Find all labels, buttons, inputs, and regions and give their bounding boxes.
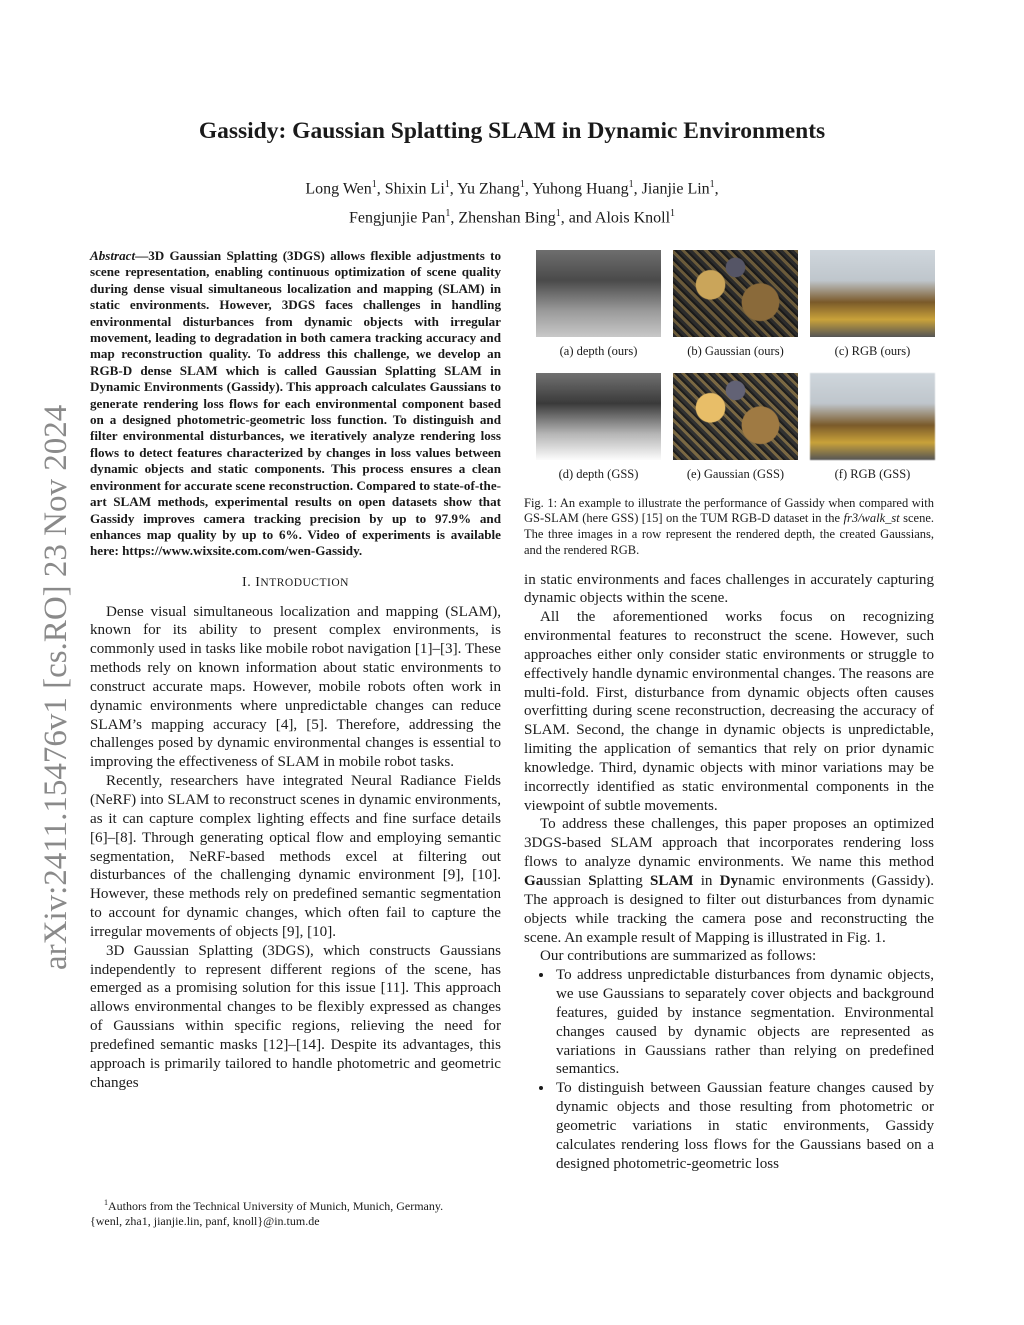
author-name: Shixin Li — [384, 180, 445, 198]
author-name: Yu Zhang — [457, 180, 520, 198]
body-paragraph-2: All the aforementioned works focus on recognizing environmental features to reconstruct the scene. However, such approaches either only consider static environments or struggle to effectively handle dynamic environmental changes. The reasons are multi-fold. First, disturbance from dynamic objects often causes overfitting during scene reconstruction, decreasing the accuracy of SLAM. Second, the change in dynamic objects is unpredictable, limiting the application of semantics that rely on prior dynamic knowledge. Third, dynamic objects with minor variations may be incorrectly identified as static environmental components in the viewpoint of subtle movements. — [524, 609, 934, 814]
abstract-text: 3D Gaussian Splatting (3DGS) allows flexible adjustments to scene representation, enabling continuous optimization of scene quality during dense visual simultaneous localization and mapping (SLAM) in static environments. However, 3DGS faces challenges in handling environmental disturbances from dynamic objects with irregular movement, leading to degradation in both camera tracking accuracy and map reconstruction quality. To address this challenge, we develop an RGB-D dense SLAM which is called Gaussian Splatting SLAM in Dynamic Environments (Gassidy). This approach calculates Gaussians to generate rendering loss flows for each environmental component based on a designed photometric-geometric loss function. To distinguish and filter environmental disturbances, we iteratively analyze rendering loss flows to detect features characterized by changes in loss values between dynamic objects and static components. This process ensures a clean environment for accurate scene reconstruction. Compared to state-of-the-art SLAM methods, experimental results on open datasets show that Gassidy improves camera tracking precision by up to 97.9% and enhances map quality by up to 6%. Video of experiments is available here: https://www.wixsite.com.com/wen-Gassidy. — [90, 248, 501, 559]
author-list — [150, 172, 874, 231]
affiliation-mark: 1 — [670, 208, 676, 220]
panel-caption: (f) RGB (GSS) — [834, 466, 911, 481]
body-paragraph-3 — [524, 815, 934, 947]
acronym-letters: S — [588, 873, 597, 889]
author-separator: , — [376, 180, 385, 198]
paragraph-text: ussian — [543, 873, 589, 889]
intro-paragraph-2: Recently, researchers have integrated Neural Radiance Fields (NeRF) into SLAM to reconstruct scenes in dynamic environments, as it can capture complex lighting effects and fine surface details [6]–[8]. Through generating optical flow and employing semantic segmentation, NeRF-based methods excel at filtering out disturbances of the challenging dynamic environment [9], [10]. However, these methods rely on predefined semantic segmentation to account for dynamic changes, which often fail to capture the irregular movements of objects [9], [10]. — [90, 773, 501, 940]
abstract-label: Abstract — [90, 248, 136, 263]
author-separator: , — [633, 180, 642, 198]
contribution-list — [524, 966, 934, 1173]
intro-paragraph-1: Dense visual simultaneous localization and mapping (SLAM), known for its ability to present complex environments, is commonly used in tasks like mobile robot navigation [1]–[3]. These methods rely on known information about static environments to construct accurate maps. However, mobile robots often work in dynamic environments where unpredictable changes can reduce SLAM’s mapping accuracy [4], [5]. Therefore, addressing the challenges posed by dynamic environmental changes is essential to improving the effectiveness of SLAM in mobile robot tasks. — [90, 603, 501, 771]
author-name: Jianjie Lin — [641, 180, 710, 198]
author-line-1 — [150, 172, 874, 201]
figure-caption-text-end: scene. The three images in a row represent the rendered depth, the created Gaussians, and the rendered RGB. — [524, 511, 935, 557]
panel-caption: (a) depth (ours) — [559, 344, 638, 358]
affiliation-mark: 1 — [371, 179, 377, 190]
gaussian-gss-image — [673, 373, 798, 460]
continuation-paragraph: in static environments and faces challenges in accurately capturing dynamic objects within the scene. — [524, 571, 934, 607]
panel-caption: (d) depth (GSS) — [558, 466, 639, 481]
affiliation-mark: 1 — [555, 208, 561, 220]
affiliation-mark: 1 — [444, 179, 450, 190]
author-name: Long Wen — [305, 180, 372, 198]
paragraph-text: platting — [596, 873, 650, 889]
author-name: Zhenshan Bing — [458, 209, 556, 227]
author-separator: , — [449, 180, 458, 198]
author-separator: , — [450, 209, 459, 227]
affiliation-mark: 1 — [628, 179, 634, 190]
author-name: Fengjunjie Pan — [348, 209, 446, 227]
acronym-letters: SLAM — [649, 873, 694, 889]
author-separator: , and — [560, 209, 595, 227]
author-separator: , — [714, 180, 719, 198]
affiliation-mark: 1 — [445, 208, 451, 220]
section-heading-introduction — [90, 574, 501, 593]
figure-panel — [810, 250, 935, 373]
arxiv-stamp — [34, 350, 74, 970]
footnote-emails: {wenl, zha1, jianjie.lin, panf, knoll}@in.tum.de — [90, 1213, 320, 1228]
paragraph-text: namic environments (Gassidy). The approach is designed to filter out disturbances from dynamic objects while tracking the camera pose and reconstructing the scene. An example result of Mapping is illustrated in Fig. 1. — [524, 873, 934, 946]
scene-name: fr3/walk_st — [843, 511, 900, 526]
figure-panel — [673, 250, 798, 373]
author-line-2 — [150, 201, 874, 230]
author-separator: , — [524, 180, 533, 198]
figure-caption-text: An example to illustrate the performance of Gassidy when compared with GS-SLAM (here GSS) [15] on the TUM RGB-D dataset in the — [524, 495, 934, 526]
figure-label: Fig. 1: — [524, 495, 558, 510]
footnote-affiliation: Authors from the Technical University of Munich, Munich, Germany. — [108, 1199, 444, 1213]
rgb-gss-image — [810, 373, 935, 460]
figure-panel — [536, 373, 661, 496]
body-paragraph-4: Our contributions are summarized as follows: — [540, 948, 817, 965]
affiliation-mark: 1 — [519, 179, 525, 190]
abstract-dash: — — [135, 248, 149, 263]
intro-paragraph-3: 3D Gaussian Splatting (3DGS), which constructs Gaussians independently to represent different regions of the scene, has emerged as a promising solution for this issue [11]. This approach allows environmental changes to be flexibly expressed as changes of Gaussians within specific regions, relieving the need for predefined semantic masks [12]–[14]. Despite its advantages, this approach is primarily tailored to handle photometric and geometric changes — [90, 942, 501, 1091]
section-numeral: I. — [242, 574, 252, 590]
author-name: Alois Knoll — [594, 209, 671, 227]
figure-panel — [810, 373, 935, 496]
right-column — [524, 250, 934, 1174]
author-name: Yuhong Huang — [532, 180, 629, 198]
gaussian-ours-image — [673, 250, 798, 337]
footnote-line-1 — [90, 1196, 501, 1214]
acronym-letters: Ga — [524, 873, 544, 889]
figure-caption — [524, 496, 934, 559]
paragraph-text: in — [693, 873, 720, 889]
section-title-first: I — [255, 574, 261, 590]
list-item: • To address unpredictable disturbances from dynamic objects, we use Gaussians to separately cover objects and background features, guided by instance segmentation. Environmental changes caused by dynamic objects are represented as variations in Gaussians rather than relying on predefined semantics. — [554, 966, 934, 1079]
acronym-letters: Dy — [719, 873, 739, 889]
depth-ours-image — [536, 250, 661, 337]
figure-panel — [673, 373, 798, 496]
paragraph-text: To address these challenges, this paper proposes an optimized 3DGS-based SLAM approach that incorporates rendering loss flows to analyze dynamic environments. We name this method — [524, 816, 934, 871]
panel-caption: (c) RGB (ours) — [834, 344, 911, 358]
panel-caption: (e) Gaussian (GSS) — [686, 466, 785, 481]
section-title-rest: NTRODUCTION — [260, 576, 349, 589]
abstract — [90, 248, 501, 560]
rgb-ours-image — [810, 250, 935, 337]
affiliation-mark: 1 — [709, 179, 715, 190]
arxiv-id: arXiv:2411.15476v1 [cs.RO] 23 Nov 2024 — [38, 404, 74, 970]
footnote-mark: 1 — [104, 1198, 108, 1207]
footnote — [90, 1196, 501, 1228]
depth-gss-image — [536, 373, 661, 460]
figure-1 — [536, 250, 934, 496]
paper-title: Gassidy: Gaussian Splatting SLAM in Dynamic Environments — [198, 118, 826, 144]
figure-panel — [536, 250, 661, 373]
panel-caption: (b) Gaussian (ours) — [687, 344, 784, 358]
list-item: • To distinguish between Gaussian feature changes caused by dynamic objects and those resulting from photometric or geometric variations in static environments, Gassidy calculates rendering loss flows for the Gaussians based on a designed photometric-geometric loss — [554, 1079, 934, 1173]
left-column — [90, 248, 501, 1093]
